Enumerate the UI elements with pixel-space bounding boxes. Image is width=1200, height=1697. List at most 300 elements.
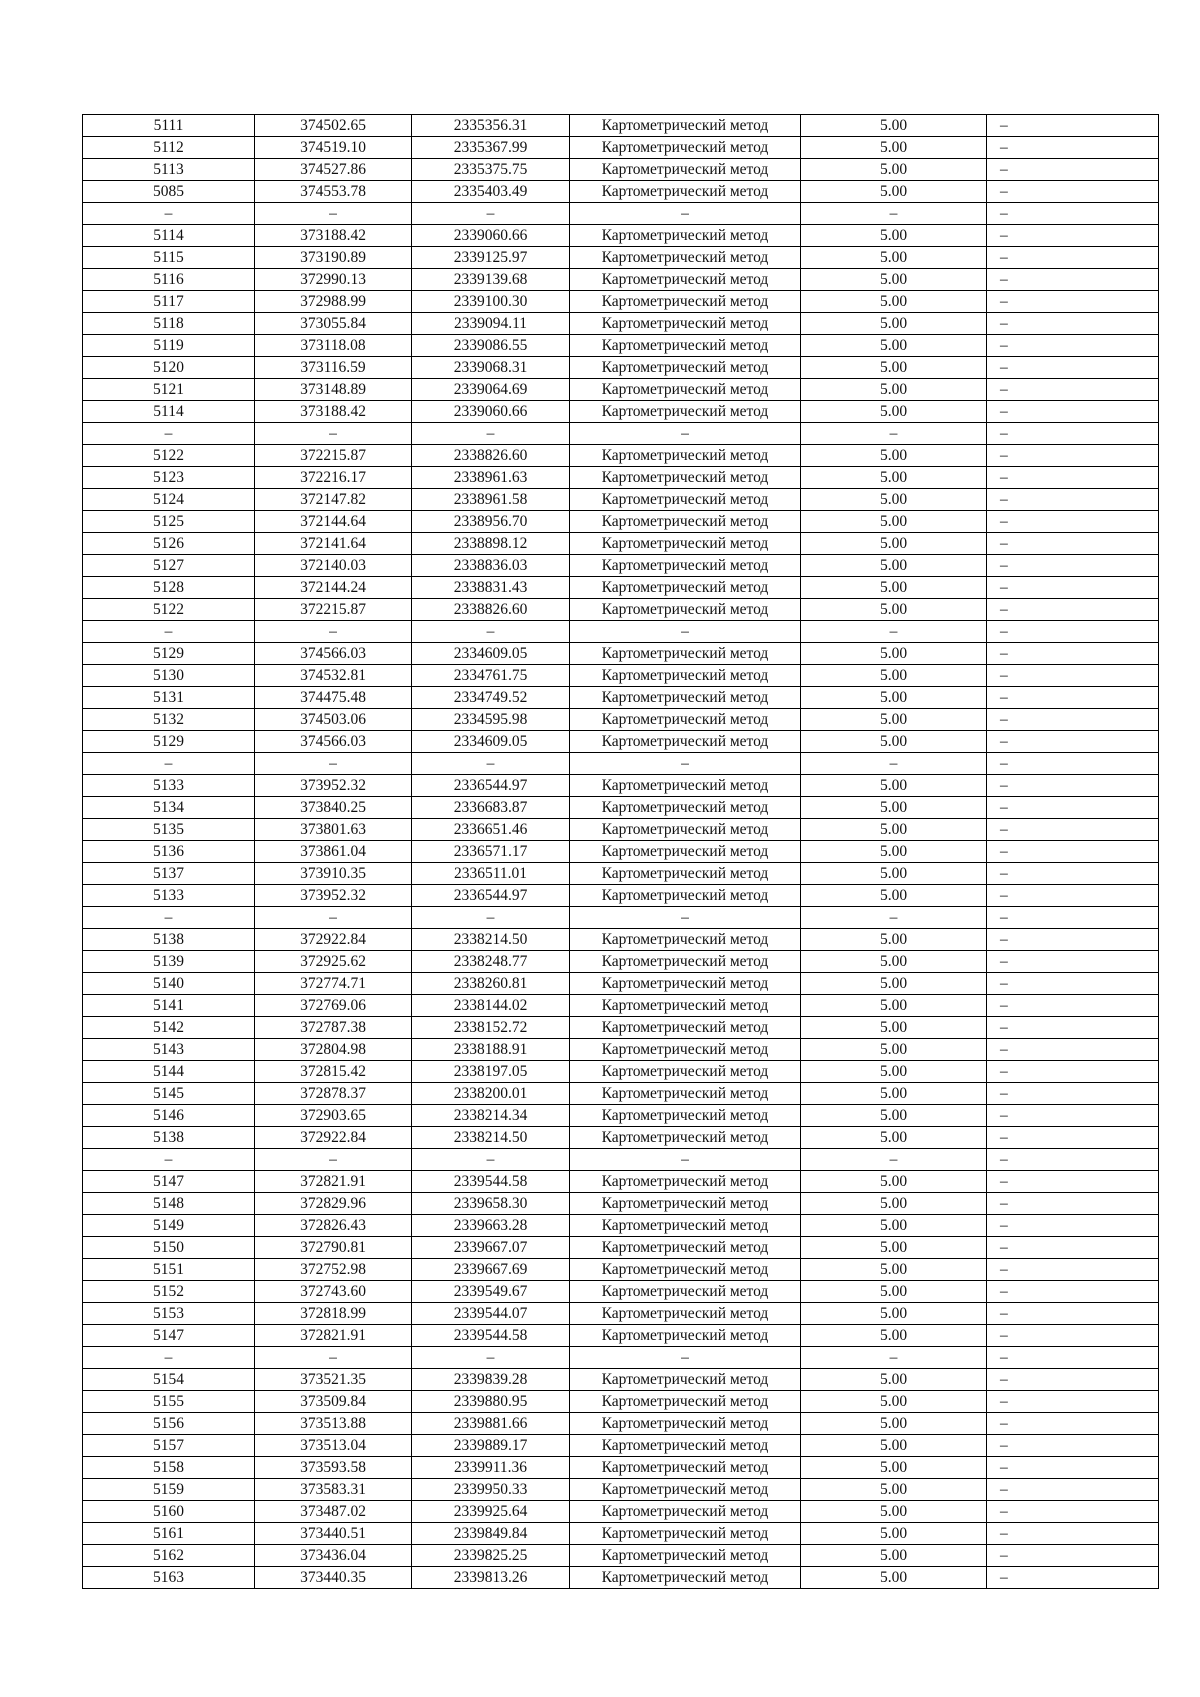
accuracy-cell: 5.00	[801, 687, 987, 709]
table-row	[83, 225, 1159, 247]
accuracy-cell: 5.00	[801, 665, 987, 687]
method-cell: Картометрический метод	[570, 1435, 801, 1457]
accuracy-cell: 5.00	[801, 335, 987, 357]
x-coordinate-cell: 373513.04	[255, 1435, 412, 1457]
method-cell: Картометрический метод	[570, 1171, 801, 1193]
table-row	[83, 137, 1159, 159]
method-cell: Картометрический метод	[570, 775, 801, 797]
y-coordinate-cell: 2339086.55	[412, 335, 570, 357]
x-coordinate-cell: –	[255, 1347, 412, 1369]
y-coordinate-cell: 2339094.11	[412, 313, 570, 335]
accuracy-cell: –	[801, 203, 987, 225]
note-cell: –	[987, 489, 1159, 511]
table-row	[83, 1017, 1159, 1039]
point-number-cell: 5133	[83, 775, 255, 797]
note-cell: –	[987, 1391, 1159, 1413]
method-cell: –	[570, 907, 801, 929]
table-row	[83, 489, 1159, 511]
table-row	[83, 929, 1159, 951]
note-cell: –	[987, 159, 1159, 181]
note-cell: –	[987, 1193, 1159, 1215]
note-cell: –	[987, 401, 1159, 423]
y-coordinate-cell: 2339667.07	[412, 1237, 570, 1259]
point-number-cell: –	[83, 1347, 255, 1369]
method-cell: Картометрический метод	[570, 995, 801, 1017]
accuracy-cell: 5.00	[801, 533, 987, 555]
point-number-cell: 5119	[83, 335, 255, 357]
method-cell: Картометрический метод	[570, 973, 801, 995]
point-number-cell: 5147	[83, 1171, 255, 1193]
note-cell: –	[987, 1127, 1159, 1149]
table-row	[83, 1479, 1159, 1501]
method-cell: Картометрический метод	[570, 1567, 801, 1589]
y-coordinate-cell: 2339544.07	[412, 1303, 570, 1325]
x-coordinate-cell: 374475.48	[255, 687, 412, 709]
table-row	[83, 379, 1159, 401]
method-cell: Картометрический метод	[570, 1545, 801, 1567]
accuracy-cell: 5.00	[801, 1281, 987, 1303]
method-cell: Картометрический метод	[570, 1479, 801, 1501]
y-coordinate-cell: 2338197.05	[412, 1061, 570, 1083]
x-coordinate-cell: 373952.32	[255, 775, 412, 797]
y-coordinate-cell: 2338144.02	[412, 995, 570, 1017]
method-cell: Картометрический метод	[570, 511, 801, 533]
method-cell: Картометрический метод	[570, 665, 801, 687]
y-coordinate-cell: 2338961.63	[412, 467, 570, 489]
accuracy-cell: 5.00	[801, 1369, 987, 1391]
separator-row	[83, 423, 1159, 445]
accuracy-cell: 5.00	[801, 137, 987, 159]
method-cell: Картометрический метод	[570, 247, 801, 269]
point-number-cell: 5128	[83, 577, 255, 599]
y-coordinate-cell: –	[412, 203, 570, 225]
accuracy-cell: 5.00	[801, 313, 987, 335]
point-number-cell: 5138	[83, 1127, 255, 1149]
point-number-cell: 5118	[83, 313, 255, 335]
table-row	[83, 1171, 1159, 1193]
y-coordinate-cell: 2336511.01	[412, 863, 570, 885]
note-cell: –	[987, 1017, 1159, 1039]
point-number-cell: 5148	[83, 1193, 255, 1215]
accuracy-cell: 5.00	[801, 1413, 987, 1435]
point-number-cell: 5136	[83, 841, 255, 863]
note-cell: –	[987, 709, 1159, 731]
point-number-cell: 5129	[83, 731, 255, 753]
accuracy-cell: 5.00	[801, 819, 987, 841]
point-number-cell: 5116	[83, 269, 255, 291]
method-cell: Картометрический метод	[570, 533, 801, 555]
x-coordinate-cell: 374502.65	[255, 115, 412, 137]
table-row	[83, 1325, 1159, 1347]
x-coordinate-cell: 372141.64	[255, 533, 412, 555]
note-cell: –	[987, 1435, 1159, 1457]
accuracy-cell: 5.00	[801, 1501, 987, 1523]
x-coordinate-cell: 372922.84	[255, 929, 412, 951]
point-number-cell: 5152	[83, 1281, 255, 1303]
accuracy-cell: 5.00	[801, 291, 987, 313]
note-cell: –	[987, 335, 1159, 357]
x-coordinate-cell: 374503.06	[255, 709, 412, 731]
method-cell: Картометрический метод	[570, 1457, 801, 1479]
point-number-cell: 5123	[83, 467, 255, 489]
accuracy-cell: 5.00	[801, 1083, 987, 1105]
method-cell: Картометрический метод	[570, 269, 801, 291]
accuracy-cell: 5.00	[801, 1259, 987, 1281]
point-number-cell: 5085	[83, 181, 255, 203]
method-cell: Картометрический метод	[570, 445, 801, 467]
accuracy-cell: 5.00	[801, 1039, 987, 1061]
table-row	[83, 775, 1159, 797]
note-cell: –	[987, 423, 1159, 445]
table-row	[83, 247, 1159, 269]
note-cell: –	[987, 1149, 1159, 1171]
x-coordinate-cell: 372774.71	[255, 973, 412, 995]
y-coordinate-cell: 2338214.50	[412, 1127, 570, 1149]
note-cell: –	[987, 115, 1159, 137]
note-cell: –	[987, 379, 1159, 401]
table-row	[83, 973, 1159, 995]
method-cell: Картометрический метод	[570, 1501, 801, 1523]
x-coordinate-cell: 373801.63	[255, 819, 412, 841]
y-coordinate-cell: 2336651.46	[412, 819, 570, 841]
note-cell: –	[987, 1083, 1159, 1105]
x-coordinate-cell: 373861.04	[255, 841, 412, 863]
x-coordinate-cell: 373440.35	[255, 1567, 412, 1589]
point-number-cell: –	[83, 203, 255, 225]
point-number-cell: 5120	[83, 357, 255, 379]
method-cell: Картометрический метод	[570, 1017, 801, 1039]
table-row	[83, 951, 1159, 973]
method-cell: Картометрический метод	[570, 1281, 801, 1303]
x-coordinate-cell: –	[255, 1149, 412, 1171]
point-number-cell: 5158	[83, 1457, 255, 1479]
point-number-cell: 5157	[83, 1435, 255, 1457]
point-number-cell: 5146	[83, 1105, 255, 1127]
accuracy-cell: 5.00	[801, 863, 987, 885]
y-coordinate-cell: 2339825.25	[412, 1545, 570, 1567]
note-cell: –	[987, 1523, 1159, 1545]
table-row	[83, 159, 1159, 181]
accuracy-cell: 5.00	[801, 555, 987, 577]
table-row	[83, 269, 1159, 291]
table-row	[83, 335, 1159, 357]
table-row	[83, 687, 1159, 709]
method-cell: Картометрический метод	[570, 709, 801, 731]
x-coordinate-cell: 373440.51	[255, 1523, 412, 1545]
accuracy-cell: –	[801, 753, 987, 775]
point-number-cell: 5140	[83, 973, 255, 995]
accuracy-cell: 5.00	[801, 1479, 987, 1501]
y-coordinate-cell: 2339813.26	[412, 1567, 570, 1589]
y-coordinate-cell: 2334609.05	[412, 643, 570, 665]
table-row	[83, 1127, 1159, 1149]
accuracy-cell: 5.00	[801, 467, 987, 489]
point-number-cell: 5130	[83, 665, 255, 687]
method-cell: Картометрический метод	[570, 863, 801, 885]
x-coordinate-cell: 373188.42	[255, 401, 412, 423]
accuracy-cell: 5.00	[801, 1567, 987, 1589]
y-coordinate-cell: 2335356.31	[412, 115, 570, 137]
y-coordinate-cell: 2339068.31	[412, 357, 570, 379]
note-cell: –	[987, 973, 1159, 995]
accuracy-cell: 5.00	[801, 511, 987, 533]
method-cell: Картометрический метод	[570, 401, 801, 423]
point-number-cell: 5122	[83, 599, 255, 621]
accuracy-cell: 5.00	[801, 1545, 987, 1567]
method-cell: Картометрический метод	[570, 577, 801, 599]
method-cell: Картометрический метод	[570, 1325, 801, 1347]
accuracy-cell: 5.00	[801, 731, 987, 753]
table-row	[83, 1083, 1159, 1105]
note-cell: –	[987, 137, 1159, 159]
table-row	[83, 1215, 1159, 1237]
accuracy-cell: 5.00	[801, 995, 987, 1017]
table-row	[83, 401, 1159, 423]
point-number-cell: –	[83, 753, 255, 775]
separator-row	[83, 907, 1159, 929]
method-cell: Картометрический метод	[570, 1105, 801, 1127]
y-coordinate-cell: 2338248.77	[412, 951, 570, 973]
method-cell: –	[570, 423, 801, 445]
note-cell: –	[987, 885, 1159, 907]
note-cell: –	[987, 1325, 1159, 1347]
accuracy-cell: 5.00	[801, 1105, 987, 1127]
table-row	[83, 467, 1159, 489]
note-cell: –	[987, 181, 1159, 203]
point-number-cell: 5121	[83, 379, 255, 401]
method-cell: Картометрический метод	[570, 797, 801, 819]
method-cell: Картометрический метод	[570, 1215, 801, 1237]
x-coordinate-cell: 372140.03	[255, 555, 412, 577]
point-number-cell: 5151	[83, 1259, 255, 1281]
table-row	[83, 1567, 1159, 1589]
method-cell: Картометрический метод	[570, 1237, 801, 1259]
accuracy-cell: 5.00	[801, 1171, 987, 1193]
y-coordinate-cell: 2339060.66	[412, 401, 570, 423]
accuracy-cell: 5.00	[801, 1391, 987, 1413]
accuracy-cell: 5.00	[801, 1457, 987, 1479]
point-number-cell: 5117	[83, 291, 255, 313]
method-cell: Картометрический метод	[570, 489, 801, 511]
y-coordinate-cell: 2334749.52	[412, 687, 570, 709]
x-coordinate-cell: 372787.38	[255, 1017, 412, 1039]
y-coordinate-cell: 2339911.36	[412, 1457, 570, 1479]
x-coordinate-cell: –	[255, 423, 412, 445]
x-coordinate-cell: 372878.37	[255, 1083, 412, 1105]
x-coordinate-cell: 373840.25	[255, 797, 412, 819]
y-coordinate-cell: 2336683.87	[412, 797, 570, 819]
point-number-cell: 5162	[83, 1545, 255, 1567]
method-cell: Картометрический метод	[570, 467, 801, 489]
method-cell: Картометрический метод	[570, 1391, 801, 1413]
note-cell: –	[987, 247, 1159, 269]
note-cell: –	[987, 1237, 1159, 1259]
y-coordinate-cell: –	[412, 621, 570, 643]
y-coordinate-cell: 2339549.67	[412, 1281, 570, 1303]
table-row	[83, 731, 1159, 753]
method-cell: Картометрический метод	[570, 599, 801, 621]
x-coordinate-cell: 372826.43	[255, 1215, 412, 1237]
method-cell: Картометрический метод	[570, 885, 801, 907]
point-number-cell: 5155	[83, 1391, 255, 1413]
table-row	[83, 1105, 1159, 1127]
y-coordinate-cell: 2334761.75	[412, 665, 570, 687]
table-row	[83, 1545, 1159, 1567]
method-cell: Картометрический метод	[570, 1083, 801, 1105]
table-row	[83, 115, 1159, 137]
note-cell: –	[987, 577, 1159, 599]
point-number-cell: 5161	[83, 1523, 255, 1545]
y-coordinate-cell: 2336544.97	[412, 775, 570, 797]
method-cell: Картометрический метод	[570, 951, 801, 973]
table-row	[83, 357, 1159, 379]
accuracy-cell: 5.00	[801, 115, 987, 137]
accuracy-cell: 5.00	[801, 1237, 987, 1259]
table-row	[83, 709, 1159, 731]
note-cell: –	[987, 1369, 1159, 1391]
method-cell: Картометрический метод	[570, 1127, 801, 1149]
accuracy-cell: –	[801, 1347, 987, 1369]
accuracy-cell: 5.00	[801, 1325, 987, 1347]
accuracy-cell: 5.00	[801, 599, 987, 621]
y-coordinate-cell: 2335403.49	[412, 181, 570, 203]
x-coordinate-cell: 374553.78	[255, 181, 412, 203]
note-cell: –	[987, 1479, 1159, 1501]
x-coordinate-cell: 372743.60	[255, 1281, 412, 1303]
x-coordinate-cell: 374566.03	[255, 643, 412, 665]
point-number-cell: 5141	[83, 995, 255, 1017]
y-coordinate-cell: 2338961.58	[412, 489, 570, 511]
note-cell: –	[987, 687, 1159, 709]
y-coordinate-cell: 2338826.60	[412, 445, 570, 467]
point-number-cell: 5111	[83, 115, 255, 137]
note-cell: –	[987, 1281, 1159, 1303]
table-row	[83, 1391, 1159, 1413]
point-number-cell: –	[83, 621, 255, 643]
note-cell: –	[987, 621, 1159, 643]
accuracy-cell: 5.00	[801, 709, 987, 731]
y-coordinate-cell: 2339658.30	[412, 1193, 570, 1215]
note-cell: –	[987, 599, 1159, 621]
method-cell: Картометрический метод	[570, 357, 801, 379]
note-cell: –	[987, 1171, 1159, 1193]
y-coordinate-cell: –	[412, 1149, 570, 1171]
y-coordinate-cell: 2338188.91	[412, 1039, 570, 1061]
x-coordinate-cell: –	[255, 621, 412, 643]
method-cell: –	[570, 1149, 801, 1171]
table-row	[83, 1457, 1159, 1479]
point-number-cell: 5159	[83, 1479, 255, 1501]
point-number-cell: 5160	[83, 1501, 255, 1523]
table-row	[83, 1413, 1159, 1435]
y-coordinate-cell: 2338152.72	[412, 1017, 570, 1039]
y-coordinate-cell: –	[412, 753, 570, 775]
method-cell: Картометрический метод	[570, 841, 801, 863]
table-row	[83, 885, 1159, 907]
point-number-cell: 5124	[83, 489, 255, 511]
note-cell: –	[987, 511, 1159, 533]
y-coordinate-cell: 2339139.68	[412, 269, 570, 291]
method-cell: Картометрический метод	[570, 159, 801, 181]
point-number-cell: 5145	[83, 1083, 255, 1105]
x-coordinate-cell: 373521.35	[255, 1369, 412, 1391]
point-number-cell: 5113	[83, 159, 255, 181]
point-number-cell: –	[83, 423, 255, 445]
note-cell: –	[987, 753, 1159, 775]
x-coordinate-cell: 372990.13	[255, 269, 412, 291]
x-coordinate-cell: 373055.84	[255, 313, 412, 335]
point-number-cell: 5153	[83, 1303, 255, 1325]
method-cell: –	[570, 1347, 801, 1369]
accuracy-cell: 5.00	[801, 489, 987, 511]
x-coordinate-cell: 373583.31	[255, 1479, 412, 1501]
x-coordinate-cell: 373509.84	[255, 1391, 412, 1413]
method-cell: Картометрический метод	[570, 1039, 801, 1061]
point-number-cell: 5147	[83, 1325, 255, 1347]
method-cell: –	[570, 203, 801, 225]
table-row	[83, 665, 1159, 687]
y-coordinate-cell: 2339880.95	[412, 1391, 570, 1413]
y-coordinate-cell: 2339925.64	[412, 1501, 570, 1523]
x-coordinate-cell: 374519.10	[255, 137, 412, 159]
x-coordinate-cell: 373593.58	[255, 1457, 412, 1479]
x-coordinate-cell: 373910.35	[255, 863, 412, 885]
table-row	[83, 555, 1159, 577]
point-number-cell: 5127	[83, 555, 255, 577]
point-number-cell: 5132	[83, 709, 255, 731]
x-coordinate-cell: 373487.02	[255, 1501, 412, 1523]
method-cell: Картометрический метод	[570, 1259, 801, 1281]
x-coordinate-cell: –	[255, 907, 412, 929]
separator-row	[83, 1149, 1159, 1171]
y-coordinate-cell: 2339849.84	[412, 1523, 570, 1545]
accuracy-cell: 5.00	[801, 181, 987, 203]
table-row	[83, 841, 1159, 863]
x-coordinate-cell: 372147.82	[255, 489, 412, 511]
note-cell: –	[987, 951, 1159, 973]
accuracy-cell: 5.00	[801, 1193, 987, 1215]
method-cell: Картометрический метод	[570, 819, 801, 841]
y-coordinate-cell: 2338956.70	[412, 511, 570, 533]
accuracy-cell: 5.00	[801, 247, 987, 269]
accuracy-cell: 5.00	[801, 445, 987, 467]
x-coordinate-cell: 372752.98	[255, 1259, 412, 1281]
method-cell: Картометрический метод	[570, 555, 801, 577]
y-coordinate-cell: 2334609.05	[412, 731, 570, 753]
y-coordinate-cell: 2338214.50	[412, 929, 570, 951]
point-number-cell: 5122	[83, 445, 255, 467]
method-cell: Картометрический метод	[570, 225, 801, 247]
y-coordinate-cell: 2339064.69	[412, 379, 570, 401]
point-number-cell: 5112	[83, 137, 255, 159]
y-coordinate-cell: 2339950.33	[412, 1479, 570, 1501]
accuracy-cell: 5.00	[801, 643, 987, 665]
note-cell: –	[987, 269, 1159, 291]
point-number-cell: 5131	[83, 687, 255, 709]
note-cell: –	[987, 863, 1159, 885]
point-number-cell: 5139	[83, 951, 255, 973]
note-cell: –	[987, 907, 1159, 929]
note-cell: –	[987, 995, 1159, 1017]
y-coordinate-cell: 2336544.97	[412, 885, 570, 907]
table-row	[83, 291, 1159, 313]
note-cell: –	[987, 1567, 1159, 1589]
method-cell: Картометрический метод	[570, 379, 801, 401]
accuracy-cell: –	[801, 621, 987, 643]
point-number-cell: 5143	[83, 1039, 255, 1061]
y-coordinate-cell: 2339663.28	[412, 1215, 570, 1237]
method-cell: –	[570, 621, 801, 643]
